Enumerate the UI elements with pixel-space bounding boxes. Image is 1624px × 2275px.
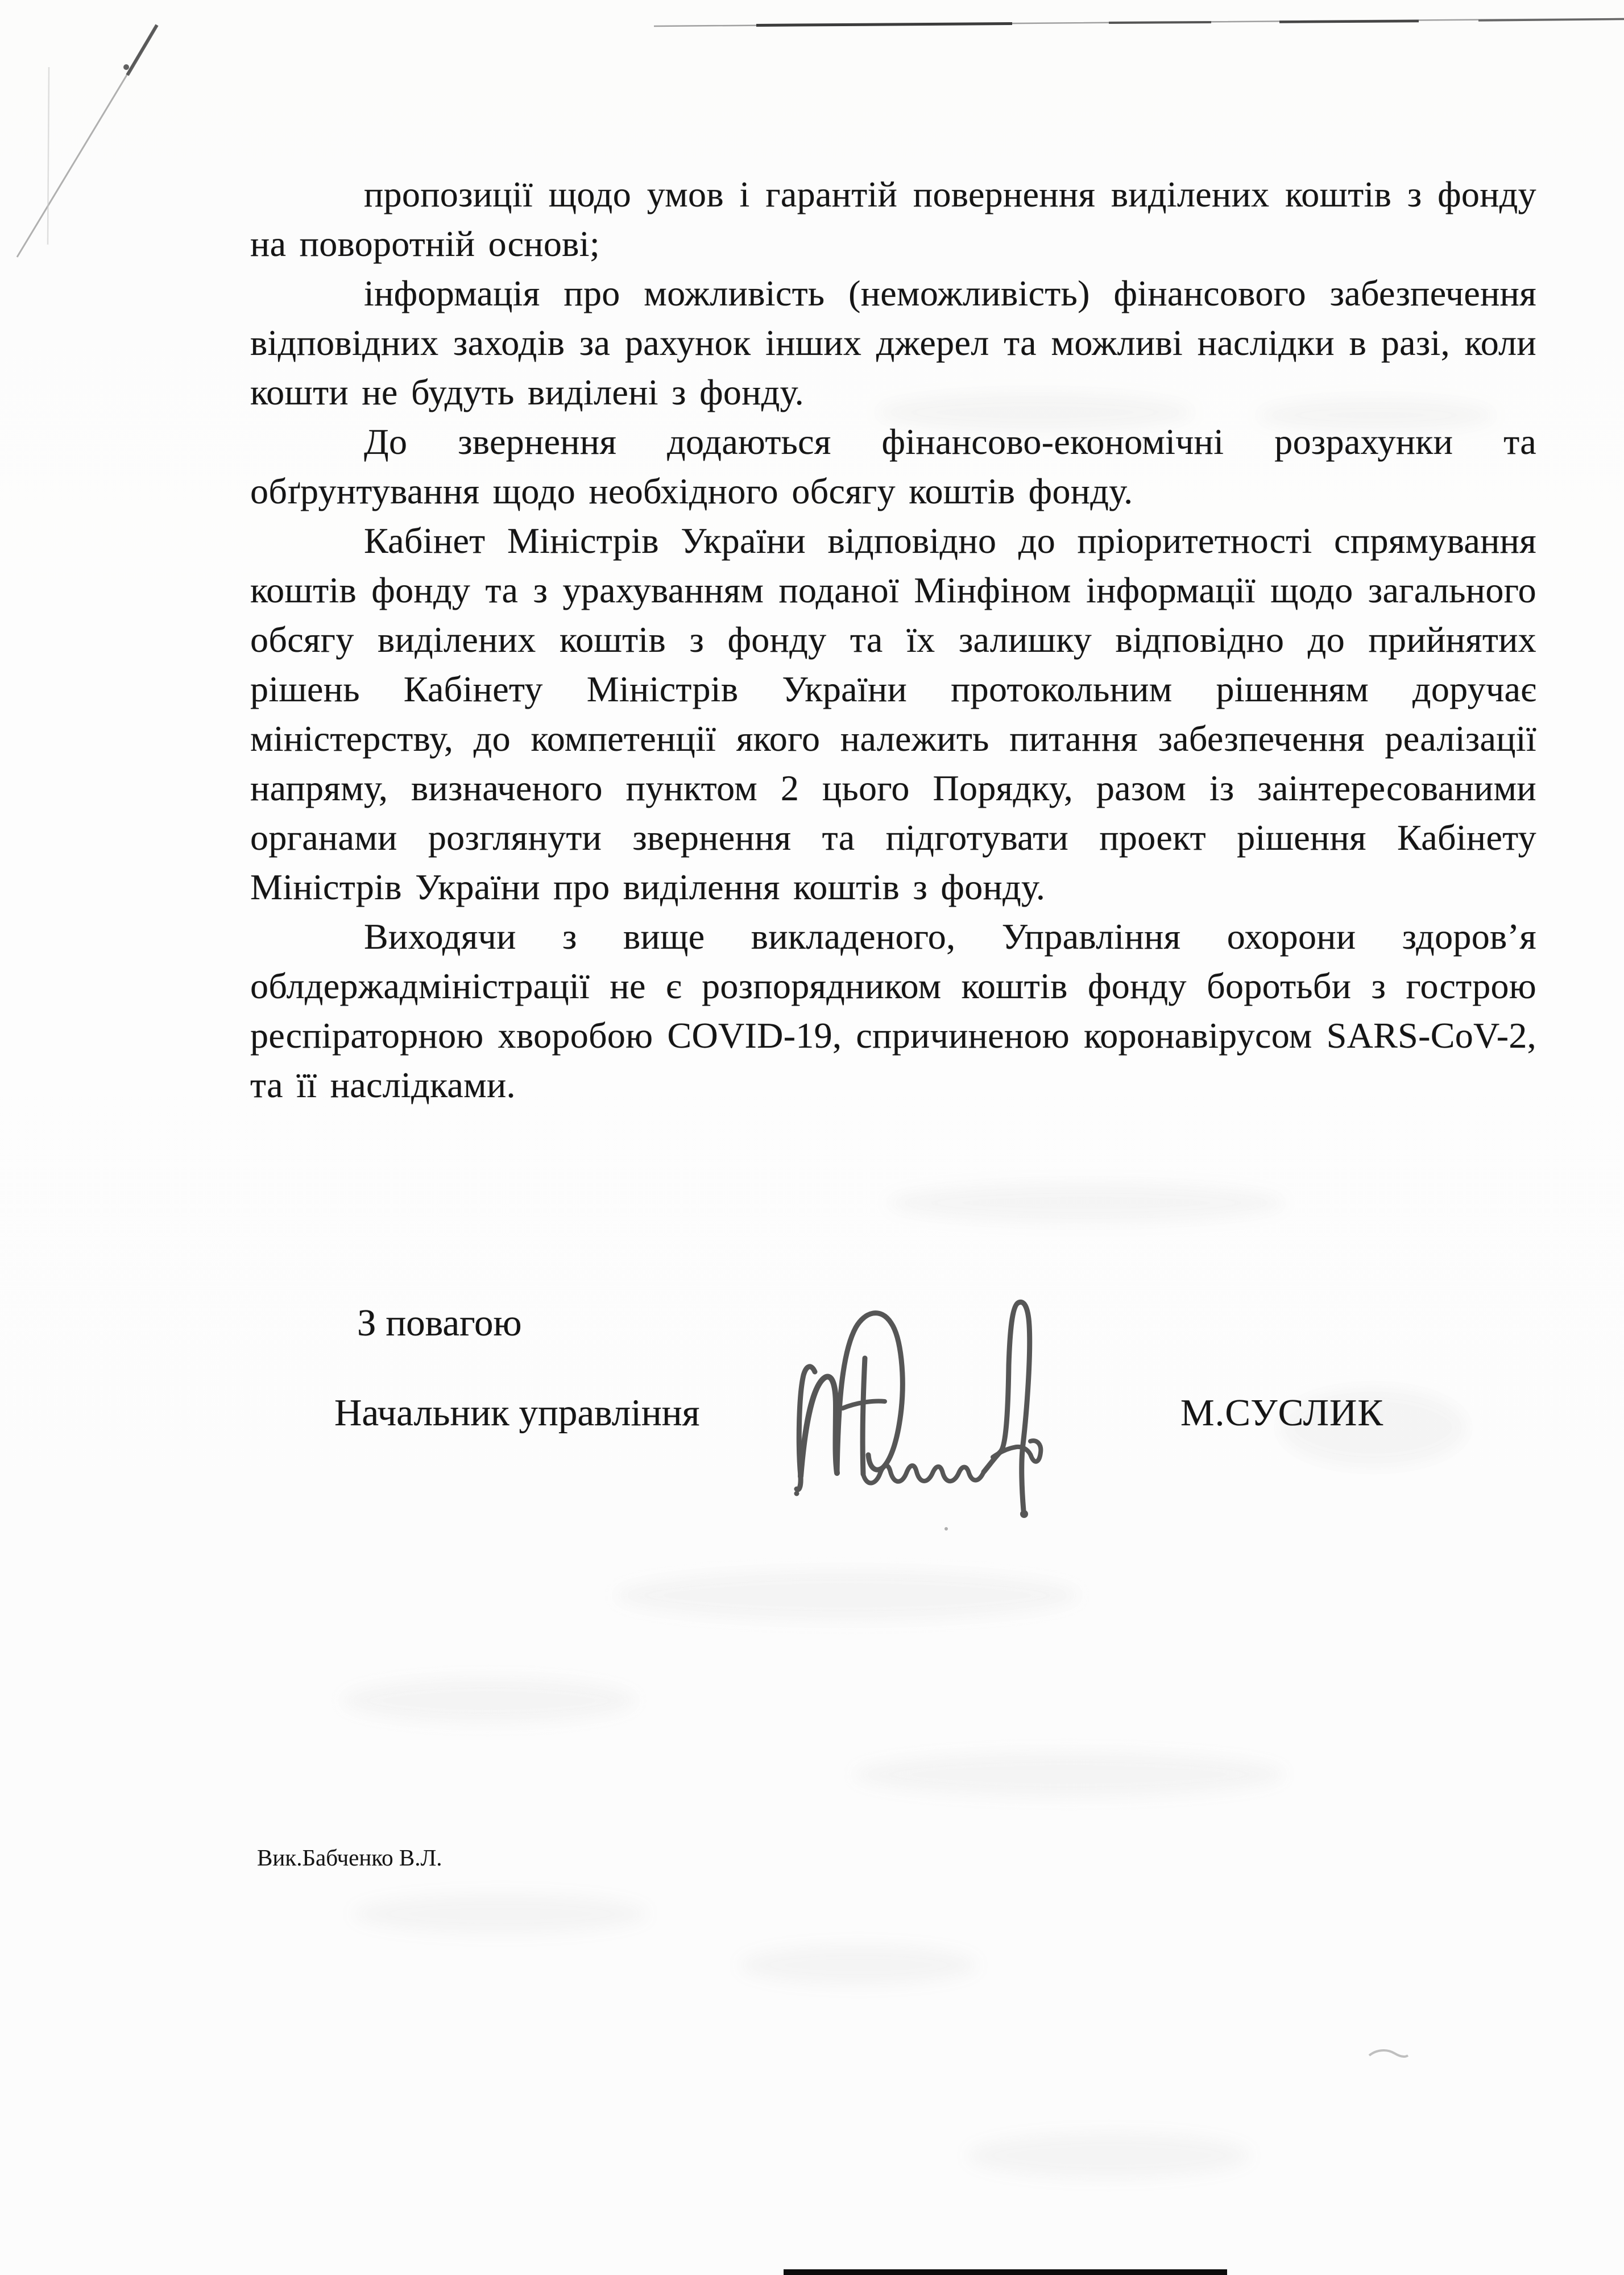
smudge — [967, 2133, 1251, 2178]
smudge — [887, 1183, 1285, 1223]
executor-note: Вик.Бабченко В.Л. — [257, 1844, 442, 1871]
scan-artifact-top-line — [654, 19, 1624, 26]
signer-title: Начальник управління — [334, 1392, 700, 1434]
scan-artifact-fold-line — [17, 25, 157, 257]
salutation: З повагою — [357, 1302, 522, 1344]
scan-artifact-bottom-bar — [784, 2269, 1227, 2275]
signer-name: М.СУСЛИК — [1180, 1392, 1384, 1434]
smudge — [614, 1570, 1080, 1621]
letter-body — [250, 169, 1536, 1110]
smudge — [853, 1752, 1285, 1797]
smudge — [353, 1894, 648, 1934]
scan-artifact-bottom-right-squiggle — [1369, 2050, 1408, 2057]
body-paragraph: пропозиції щодо умов і гарантій повернення виділених коштів з фонду на поворотній основі; — [250, 174, 1536, 264]
smudge — [341, 1678, 637, 1723]
body-paragraph: інформація про можливість (неможливість) фінансового забезпечення відповідних заходів за рахунок інших джерел та можливі наслідки в разі, коли кошти не будуть виділені з фонду. — [250, 273, 1536, 412]
body-paragraph: Кабінет Міністрів України відповідно до пріоритетності спрямування коштів фонду та з урахуванням поданої Мінфіном інформації щодо загального обсягу виділених коштів з фонду та їх залишку відповідно до прийнятих рішень Кабінету Міністрів України протокольним рішенням доручає міністерству, до компетенції якого належить питання забезпечення реалізації напряму, визначеного пунктом 2 цього Порядку, разом із заінтересованими органами розглянути звернення та підготувати проект рішення Кабінету Міністрів України про виділення коштів з фонду. — [250, 520, 1536, 907]
smudge — [739, 1945, 978, 1985]
body-paragraph: До звернення додаються фінансово-економічні розрахунки та обґрунтування щодо необхідного обсягу коштів фонду. — [250, 421, 1536, 511]
body-paragraph: Виходячи з вище викладеного, Управління охорони здоров’я облдержадміністрації не є розпорядником коштів фонду боротьби з гострою респіраторною хворобою COVID-19, спричиненою коронавірусом SARS-CoV-2, та її наслідками. — [250, 916, 1536, 1105]
